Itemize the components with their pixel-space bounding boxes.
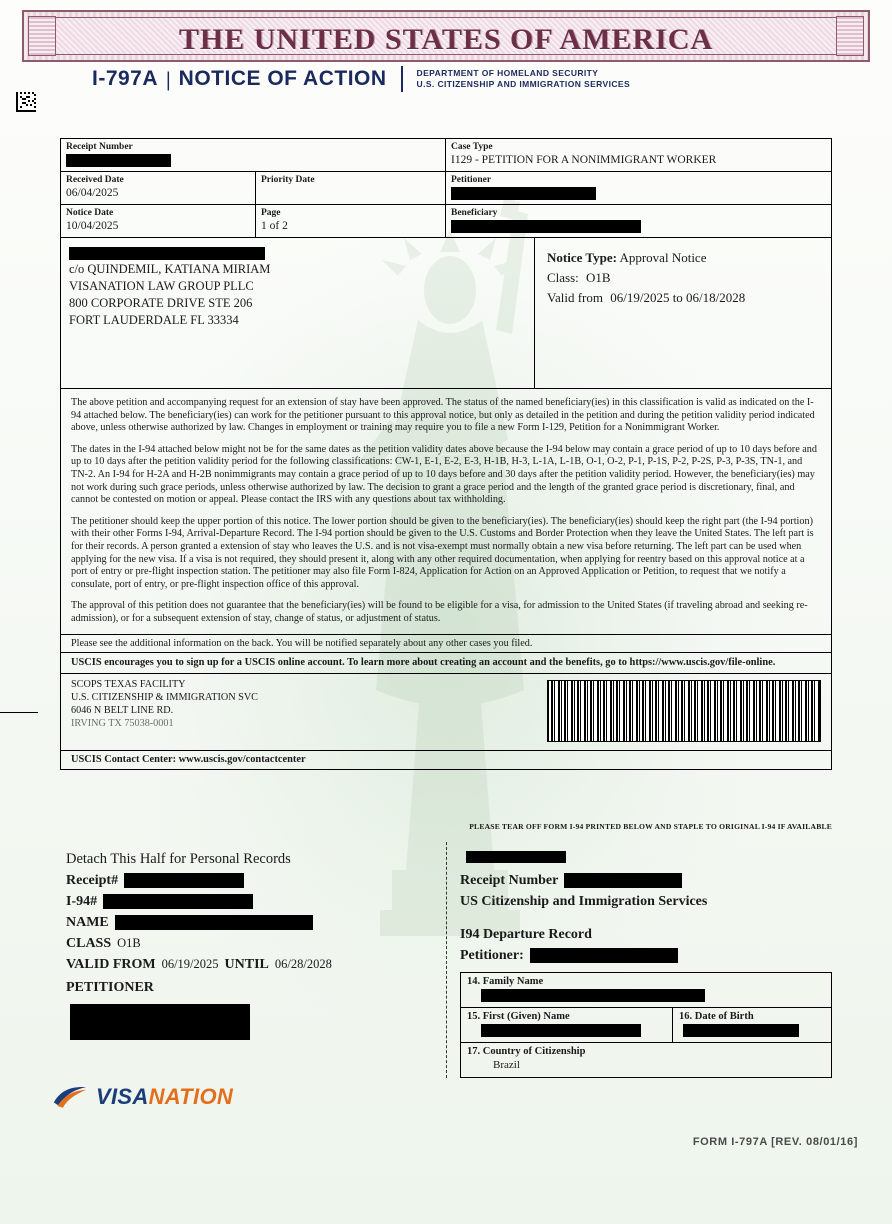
redaction-bar [69, 247, 265, 260]
priority-date-label: Priority Date [261, 175, 315, 185]
notice-class-value: O1B [586, 270, 611, 285]
paragraph-1: The above petition and accompanying request for an extension of stay have been approved. The status of the named beneficiary(ies) in this classification is valid as indicated on the I-94 attached below. The beneficiary(ies) can work for the petitioner pursuant to this approval notice, but only as detailed in the petition and during the petition validity period indicated above, unless otherwise authorized by law. Changes in employment or training may require you to file a new Form I-129, Petition for a Nonimmigrant Worker. [71, 397, 815, 434]
perforation-divider [446, 842, 447, 1078]
notice-summary-block [535, 238, 831, 388]
address-notice-row [61, 238, 831, 388]
redaction-bar [103, 894, 253, 909]
i94-row-given-name-dob [461, 1008, 831, 1043]
i94-petitioner-label: Petitioner: [460, 948, 524, 963]
i94-record-title: I94 Departure Record [460, 927, 592, 942]
form-title: NOTICE OF ACTION [178, 67, 387, 90]
datamatrix-code-icon [16, 92, 36, 112]
header-divider-bar [401, 66, 403, 92]
i94-field15-value [467, 1023, 668, 1037]
receipt-number-cell [61, 139, 446, 171]
barcode [547, 680, 821, 742]
notice-date-value: 10/04/2025 [66, 220, 119, 232]
received-date-value: 06/04/2025 [66, 187, 119, 199]
priority-date-cell [256, 172, 446, 204]
i94-field16-label: 16. Date of Birth [679, 1011, 754, 1022]
redaction-bar [481, 1024, 641, 1037]
detach-until-value: 06/28/2028 [274, 957, 332, 971]
detach-valid-from-value: 06/19/2025 [161, 957, 219, 971]
case-type-cell [446, 139, 831, 171]
case-type-value: I129 - PETITION FOR A NONIMMIGRANT WORKER [451, 154, 717, 166]
decorative-banner [22, 10, 870, 62]
received-date-label: Received Date [66, 175, 124, 185]
i94-row-citizenship [461, 1043, 831, 1077]
office-line-2: U.S. CITIZENSHIP & IMMIGRATION SVC [71, 691, 258, 703]
i94-first-name-cell [461, 1008, 673, 1042]
see-back-note: Please see the additional information on the back. You will be notified separately about any other cases you filed. [61, 634, 831, 652]
i94-field16-value [679, 1023, 827, 1037]
dept-line-2: U.S. CITIZENSHIP AND IMMIGRATION SERVICES [416, 79, 631, 89]
i94-receipt-row [460, 870, 832, 891]
i94-receipt-label: Receipt Number [460, 873, 559, 888]
redaction-bar [451, 187, 596, 200]
beneficiary-label: Beneficiary [451, 208, 498, 218]
detach-petitioner-value [66, 1004, 442, 1040]
petitioner-label: Petitioner [451, 175, 492, 185]
i94-fields-table [460, 972, 832, 1078]
redaction-bar [530, 948, 678, 963]
detach-valid-from-label: VALID FROM [66, 957, 156, 972]
notice-date-label: Notice Date [66, 208, 114, 218]
redaction-bar [124, 873, 244, 888]
paragraph-3: The petitioner should keep the upper portion of this notice. The lower portion should be given to the beneficiary(ies). The beneficiary(ies) should keep the right part (the I-94 portion) with their other Forms I-94, Arrival-Departure Record. The I-94 portion should be given to the U.S. Customs and Border Protection when they leave the United States. The left part is for their records. A person granted a extension of stay who leaves the U.S. and is not visa-exempt must normally obtain a new visa before returning. The left part can be used when applying for the new visa. If a visa is not required, they should present it, along with any other required documentation, when applying for reentry based on this approval notice at a port of entry or pre-flight inspection station. The petitioner may also file Form I-824, Application for Action on an Approved Application or Petition, to request that we notify a consulate, port of entry, or pre-flight inspection office of this approval. [71, 515, 814, 590]
issuing-office-block [61, 673, 831, 750]
online-account-note: USCIS encourages you to sign up for a USCIS online account. To learn more about creating an account and the benefits, go to https://www.uscis.gov/file-online. [61, 652, 831, 673]
notice-type-row [547, 248, 823, 268]
received-date-cell [61, 172, 256, 204]
detach-i94-label: I-94# [66, 894, 98, 909]
petitioner-cell [446, 172, 831, 204]
address-line-5: FORT LAUDERDALE FL 33334 [69, 313, 239, 327]
page-registration-mark [0, 712, 38, 713]
redaction-bar [564, 873, 682, 888]
page-value: 1 of 2 [261, 220, 288, 232]
i94-citizenship-cell [461, 1043, 831, 1077]
form-number: I-797A [92, 67, 159, 90]
detach-title: Detach This Half for Personal Records [66, 851, 291, 867]
notice-type-label: Notice Type: [547, 250, 617, 265]
i94-agency-name: US Citizenship and Immigration Services [460, 894, 708, 909]
receipt-number-value [66, 153, 440, 167]
i94-field14-value [467, 988, 827, 1002]
detach-until-label: UNTIL [224, 957, 269, 972]
i94-field14-label: 14. Family Name [467, 976, 544, 987]
redaction-bar [66, 154, 171, 167]
notice-validity-row [547, 288, 823, 308]
detach-name-row [66, 912, 442, 933]
notice-valid-value: 06/19/2025 to 06/18/2028 [610, 290, 746, 305]
swoosh-logo-icon [52, 1084, 88, 1110]
i94-departure-half [446, 842, 832, 1078]
address-line-4: 800 CORPORATE DRIVE STE 206 [69, 296, 253, 310]
address-line-1 [69, 244, 526, 261]
logo-wordmark [96, 1084, 233, 1110]
office-line-1: SCOPS TEXAS FACILITY [71, 678, 186, 690]
header-separator: | [166, 66, 171, 91]
personal-records-half [60, 842, 446, 1078]
i94-dob-cell [673, 1008, 831, 1042]
form-revision: FORM I-797A [REV. 08/01/16] [692, 1136, 858, 1148]
notice-type-value: Approval Notice [619, 250, 707, 265]
beneficiary-value [451, 219, 826, 233]
beneficiary-cell [446, 205, 831, 237]
i94-family-name-cell [461, 973, 831, 1007]
tear-off-instruction: PLEASE TEAR OFF FORM I-94 PRINTED BELOW AND STAPLE TO ORIGINAL I-94 IF AVAILABLE [469, 822, 832, 831]
priority-date-value [261, 186, 440, 200]
logo-visa: VISA [96, 1084, 149, 1109]
redaction-bar [466, 851, 566, 863]
detach-class-label: CLASS [66, 936, 112, 951]
notice-main-table [60, 138, 832, 770]
i94-field17-label: 17. Country of Citizenship [467, 1046, 586, 1057]
notice-class-row [547, 268, 823, 288]
form-header [92, 66, 630, 92]
mailing-address-block [61, 238, 535, 388]
redaction-bar [70, 1004, 250, 1040]
petitioner-value [451, 186, 826, 200]
paragraph-2: The dates in the I-94 attached below might not be for the same dates as the petition validity dates above because the I-94 below may contain a grace period of up to 10 days before and up to 10 days after the petition validity period for the following classifications: CW-1, E-1, E-2, E-3, H-1B, H-3, L-1A, L-1B, O-1, O-2, P-1, P-1S, P-2, P-2S, P-3, P-3S, TN-1, and TN-2. An I-94 for H-2A and H-2B nonimmigrants may contain a grace period of up to 10 days before and 30 days after the petition validity period. However, the beneficiary(ies) may not work during such grace periods, unless otherwise authorized by law. The decision to grant a grace period and the length of the granted grace period is discretionary, final, and cannot be contested on motion or appeal. Please contact the IRS with any questions about tax withholding. [71, 443, 817, 506]
redaction-bar [115, 915, 313, 930]
detach-class-value: O1B [117, 936, 141, 950]
i94-field17-value: Brazil [493, 1059, 520, 1071]
dept-line-1: DEPARTMENT OF HOMELAND SECURITY [416, 68, 599, 78]
redaction-bar [451, 220, 641, 233]
office-line-4: IRVING TX 75038-0001 [71, 717, 174, 729]
table-row [61, 205, 831, 238]
page-cell [256, 205, 446, 237]
detach-receipt-label: Receipt# [66, 873, 119, 888]
paragraph-4: The approval of this petition does not guarantee that the beneficiary(ies) will be found to be eligible for a visa, for admission to the United States (if traveling abroad and seeking re-admission), or for a subsequent extension of stay, change of status, or adjustment of status. [71, 600, 808, 624]
i94-field15-label: 15. First (Given) Name [467, 1011, 570, 1022]
table-row [61, 172, 831, 205]
detach-i94-row [66, 891, 442, 912]
redaction-bar [481, 989, 705, 1002]
notice-valid-label: Valid from [547, 290, 603, 305]
approval-paragraphs [61, 388, 831, 634]
detach-class-row [66, 933, 442, 954]
logo-nation: NATION [148, 1084, 234, 1109]
i94-row-family-name [461, 973, 831, 1008]
page-label: Page [261, 208, 281, 218]
detach-petitioner-label: PETITIONER [66, 980, 154, 995]
case-type-label: Case Type [451, 142, 493, 152]
detach-receipt-row [66, 870, 442, 891]
visanation-logo [52, 1084, 233, 1110]
redaction-bar [683, 1024, 799, 1037]
i94-top-redaction [460, 848, 832, 866]
notice-date-cell [61, 205, 256, 237]
department-name [417, 68, 631, 90]
address-line-3: VISANATION LAW GROUP PLLC [69, 279, 254, 293]
banner-title: THE UNITED STATES OF AMERICA [178, 23, 714, 56]
i94-petitioner-row [460, 945, 832, 966]
uscis-contact-center: USCIS Contact Center: www.uscis.gov/contactcenter [61, 750, 831, 769]
detach-validity-row [66, 954, 442, 975]
detachable-section [60, 842, 832, 1078]
detach-name-label: NAME [66, 915, 109, 930]
table-row [61, 139, 831, 172]
receipt-number-label: Receipt Number [66, 142, 133, 152]
address-line-2: c/o QUINDEMIL, KATIANA MIRIAM [69, 262, 271, 276]
notice-class-label: Class: [547, 270, 579, 285]
office-line-3: 6046 N BELT LINE RD. [71, 704, 174, 716]
